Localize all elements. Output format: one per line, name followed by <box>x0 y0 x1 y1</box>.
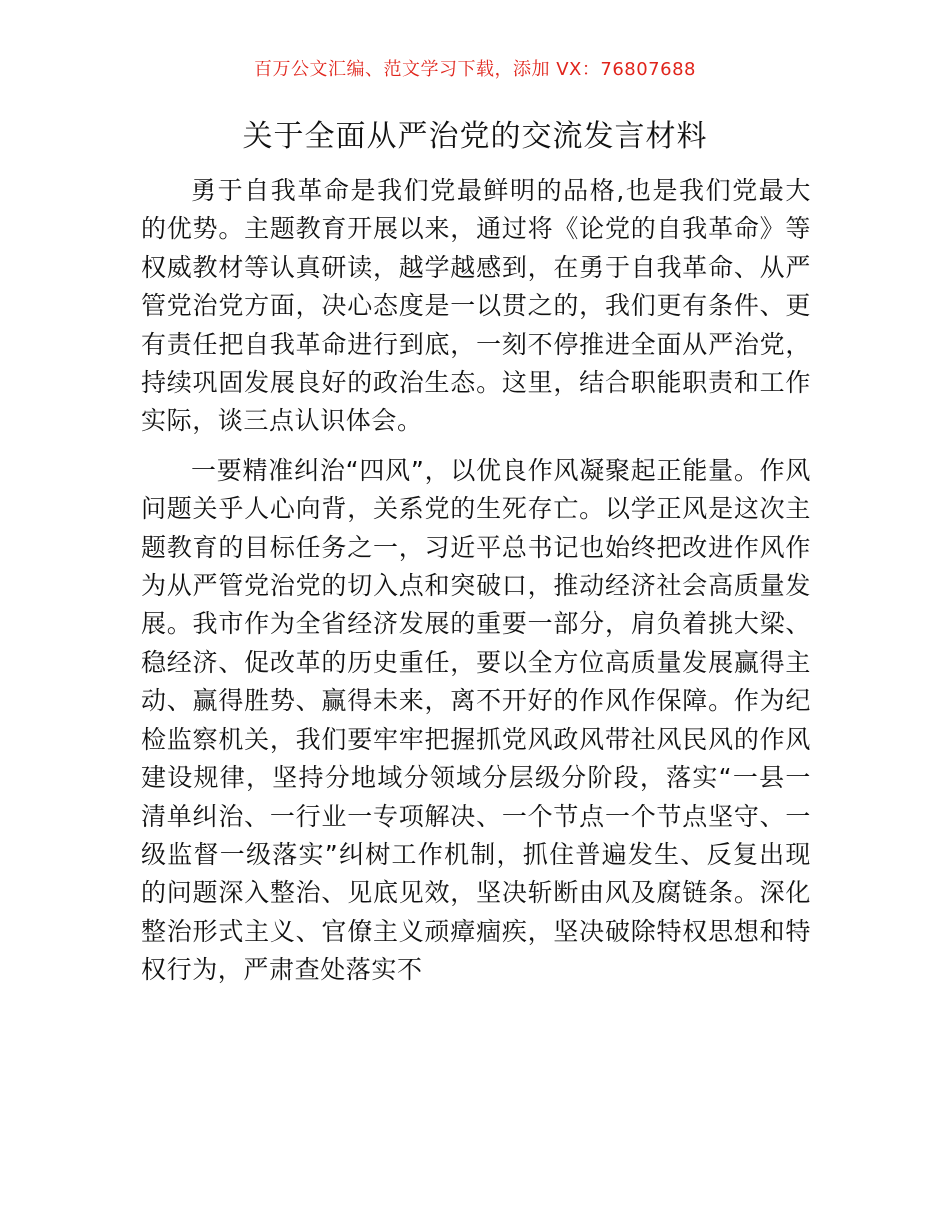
body-paragraph-2: 一要精准纠治“四风”，以优良作风凝聚起正能量。作风问题关乎人心向背，关系党的生死存亡。以学正风是这次主题教育的目标任务之一，习近平总书记也始终把改进作风作为从严管党治党的切入点和突破口，推动经济社会高质量发展。我市作为全省经济发展的重要一部分，肩负着挑大梁、稳经济、促改革的历史重任，要以全方位高质量发展赢得主动、赢得胜势、赢得未来，离不开好的作风作保障。作为纪检监察机关，我们要牢牢把握抓党风政风带社风民风的作风建设规律，坚持分地域分领域分层级分阶段，落实“一县一清单纠治、一行业一专项解决、一个节点一个节点坚守、一级监督一级落实”纠树工作机制，抓住普遍发生、反复出现的问题深入整治、见底见效，坚决斩断由风及腐链条。深化整治形式主义、官僚主义顽瘴痼疾，坚决破除特权思想和特权行为，严肃查处落实不 <box>141 455 811 985</box>
header-watermark-note: 百万公文汇编、范文学习下载，添加 VX：76807688 <box>254 59 696 80</box>
document-title: 关于全面从严治党的交流发言材料 <box>242 119 708 154</box>
body-paragraph-1: 勇于自我革命是我们党最鲜明的品格,也是我们党最大的优势。主题教育开展以来，通过将《论党的自我革命》等权威教材等认真研读，越学越感到，在勇于自我革命、从严管党治党方面，决心态度是一以贯之的，我们更有条件、更有责任把自我革命进行到底，一刻不停推进全面从严治党，持续巩固发展良好的政治生态。这里，结合职能职责和工作实际，谈三点认识体会。 <box>141 176 811 436</box>
document-body <box>141 172 811 990</box>
